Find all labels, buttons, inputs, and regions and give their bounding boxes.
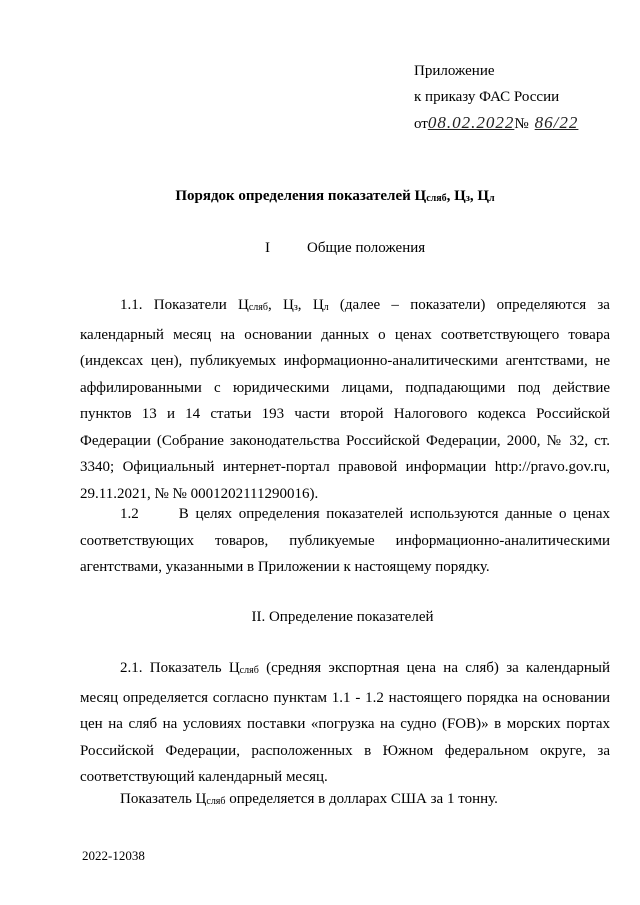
handwritten-date: 08.02.2022 bbox=[427, 113, 515, 132]
order-date-line bbox=[414, 110, 583, 137]
paragraph-2-2: Показатель $Ц_{сляб}$ определяется в долларах США за 1 тонну. bbox=[120, 791, 498, 807]
paragraph-2-1: 2.1. Показатель $Ц_{сляб}$ (средняя экспортная цена на сляб) за календарный месяц определяется согласно пунктам 1.1 - 1.2 настоящего порядка на основании цен на сляб на условиях поставки «погрузка на судно (FOB)» в морских портах Российской Федерации, расположенных в Южном федеральном округе, за соответствующий календарный месяц. bbox=[80, 660, 610, 785]
document-title: Порядок определения показателей $Ц_{сляб}$, $Ц_з$, $Ц_л$ bbox=[175, 188, 495, 204]
paragraph-1-2: 1.2 В целях определения показателей используются данные о ценах соответствующих товаров, публикуемые информационно-аналитическими агентствами, указанными в Приложении к настоящему порядку. bbox=[80, 506, 610, 575]
document-code: 2022-12038 bbox=[82, 848, 145, 863]
order-reference: к приказу ФАС России bbox=[414, 89, 560, 105]
number-label: № bbox=[514, 116, 529, 132]
from-label: от bbox=[414, 116, 428, 132]
appendix-label: Приложение bbox=[414, 63, 495, 79]
handwritten-number: 86/22 bbox=[534, 113, 579, 132]
section-1-title: Общие положения bbox=[307, 240, 426, 256]
appendix-header bbox=[414, 58, 583, 137]
section-1-number: I bbox=[265, 240, 270, 256]
paragraph-1-1: 1.1. Показатели $Ц_{сляб}$, $Ц_з$, $Ц_л$ (далее – показатели) определяются за календарный месяц на основании данных о ценах соответствующего товара (индексах цен), публикуемых информационно-аналитическими агентствами, не аффилированными с юридическими лицами, подпадающими под действие пунктов 13 и 14 статьи 193 части второй Налогового кодекса Российской Федерации (Собрание законодательства Российской Федерации, 2000, № 32, ст. 3340; Официальный интернет-портал правовой информации http://pravo.gov.ru, 29.11.2021, № № 0001202111290016). bbox=[80, 297, 610, 502]
section-2-heading: II. Определение показателей bbox=[251, 609, 434, 625]
